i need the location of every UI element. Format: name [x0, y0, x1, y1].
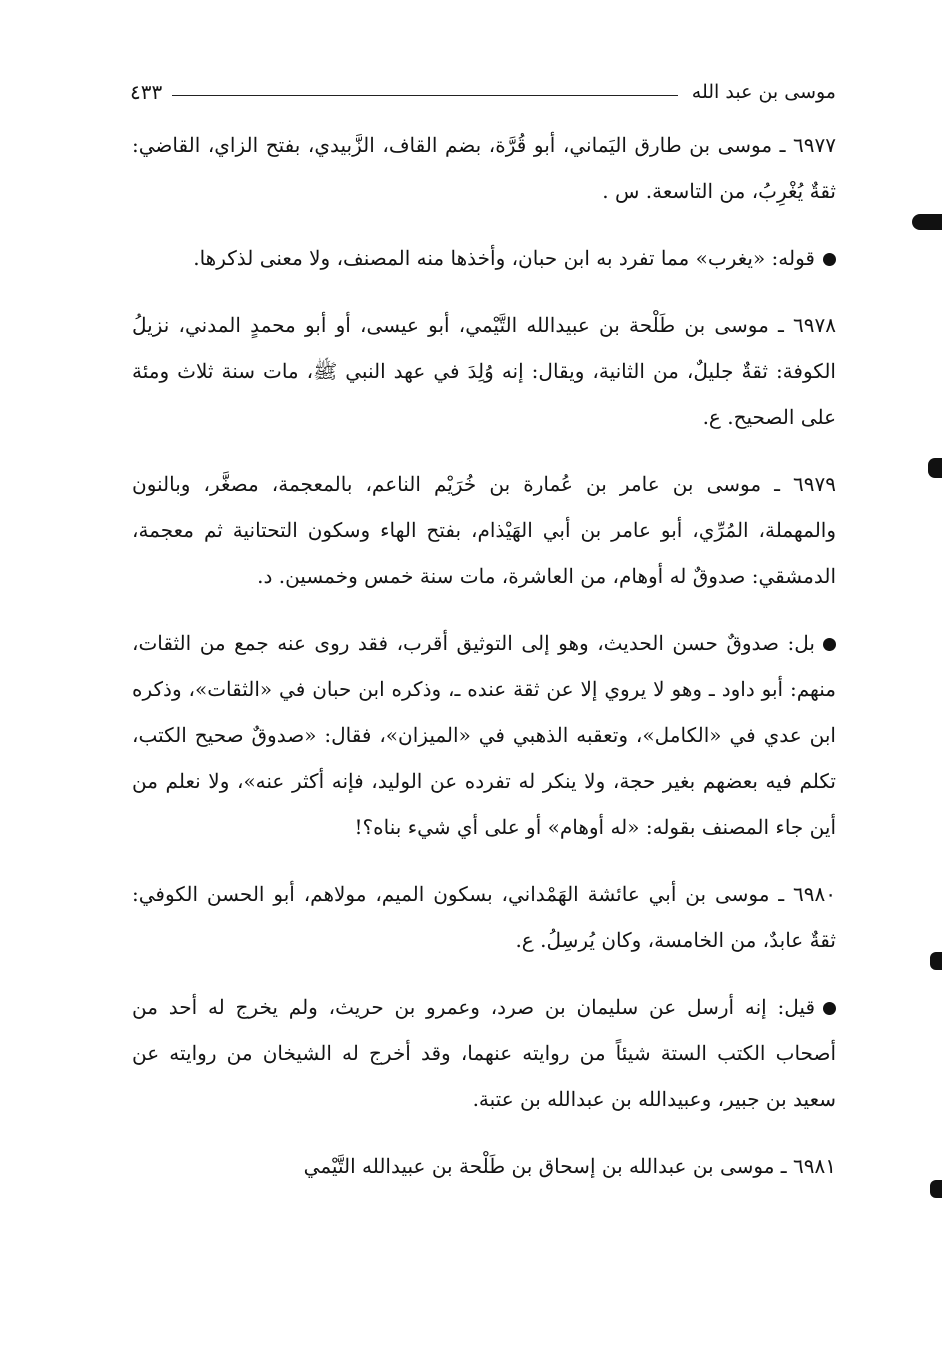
note-text: قوله: «يغرب» مما تفرد به ابن حبان، وأخذها منه المصنف، ولا معنى لذكرها.	[193, 246, 815, 270]
page-body	[132, 122, 836, 1210]
header-rule	[172, 95, 678, 96]
bullet-icon	[823, 638, 836, 651]
entry-6980: ٦٩٨٠ ـ موسى بن أبي عائشة الهَمْداني، بسكون الميم، مولاهم، أبو الحسن الكوفي: ثقةٌ عابدٌ، من الخامسة، وكان يُرسِلُ. ع.	[132, 882, 836, 952]
entry-6981: ٦٩٨١ ـ موسى بن عبدالله بن إسحاق بن طَلْحة بن عبيدالله التَّيْمي	[303, 1154, 836, 1178]
bullet-icon	[823, 253, 836, 266]
bullet-icon	[823, 1002, 836, 1015]
entry-6978: ٦٩٧٨ ـ موسى بن طَلْحة بن عبيدالله التَّيْمي، أبو عيسى، أو أبو محمدٍ المدني، نزيلُ الكوفة: ثقةٌ جليلٌ، من الثانية، ويقال: إنه وُلِدَ في عهد النبي ﷺ، مات سنة ثلاث ومئة على الصحيح. ع.	[132, 313, 836, 429]
entry-6979: ٦٩٧٩ ـ موسى بن عامر بن عُمارة بن خُرَيْم الناعم، بالمعجمة، مصغَّر، وبالنون والمهملة، المُرِّي، أبو عامر بن أبي الهَيْذام، بفتح الهاء وسكون التحتانية ثم معجمة، الدمشقي: صدوقٌ له أوهام، من العاشرة، مات سنة خمس وخمسين. د.	[132, 472, 836, 588]
note-text: قيل: إنه أرسل عن سليمان بن صرد، وعمرو بن حريث، ولم يخرج له أحد من أصحاب الكتب الستة شيئاً من روايته عنهما، وقد أخرج له الشيخان من روايته عن سعيد بن جبير، وعبيدالله بن عبدالله بن عتبة.	[132, 995, 836, 1111]
scan-edge-mark	[912, 214, 942, 230]
page-number: ٤٣٣	[130, 80, 163, 104]
scan-edge-mark	[930, 952, 942, 970]
note-6980	[132, 984, 836, 1122]
running-title: موسى بن عبد الله	[691, 81, 836, 103]
scan-edge-mark	[930, 1180, 942, 1198]
entry-6977: ٦٩٧٧ ـ موسى بن طارق اليَماني، أبو قُرَّة، بضم القاف، الزَّبيدي، بفتح الزاي، القاضي: ثقةٌ يُغْرِبُ، من التاسعة. س .	[132, 133, 836, 203]
page-header	[130, 76, 836, 108]
scan-edge-mark	[928, 458, 942, 478]
note-text: بل: صدوقٌ حسن الحديث، وهو إلى التوثيق أقرب، فقد روى عنه جمع من الثقات، منهم: أبو داود ـ وهو لا يروي إلا عن ثقة عنده ـ، وذكره ابن حبان في «الثقات»، وذكره ابن عدي في «الكامل»، وتعقبه الذهبي في «الميزان»، فقال: «صدوقٌ صحيح الكتب، تكلم فيه بعضهم بغير حجة، ولا ينكر له تفرده عن الوليد، فإنه أكثر عنه»، ولا نعلم من أين جاء المصنف بقوله: «له أوهام» أو على أي شيء بناه؟!	[132, 631, 836, 839]
note-6977	[132, 235, 836, 281]
note-6979	[132, 620, 836, 850]
